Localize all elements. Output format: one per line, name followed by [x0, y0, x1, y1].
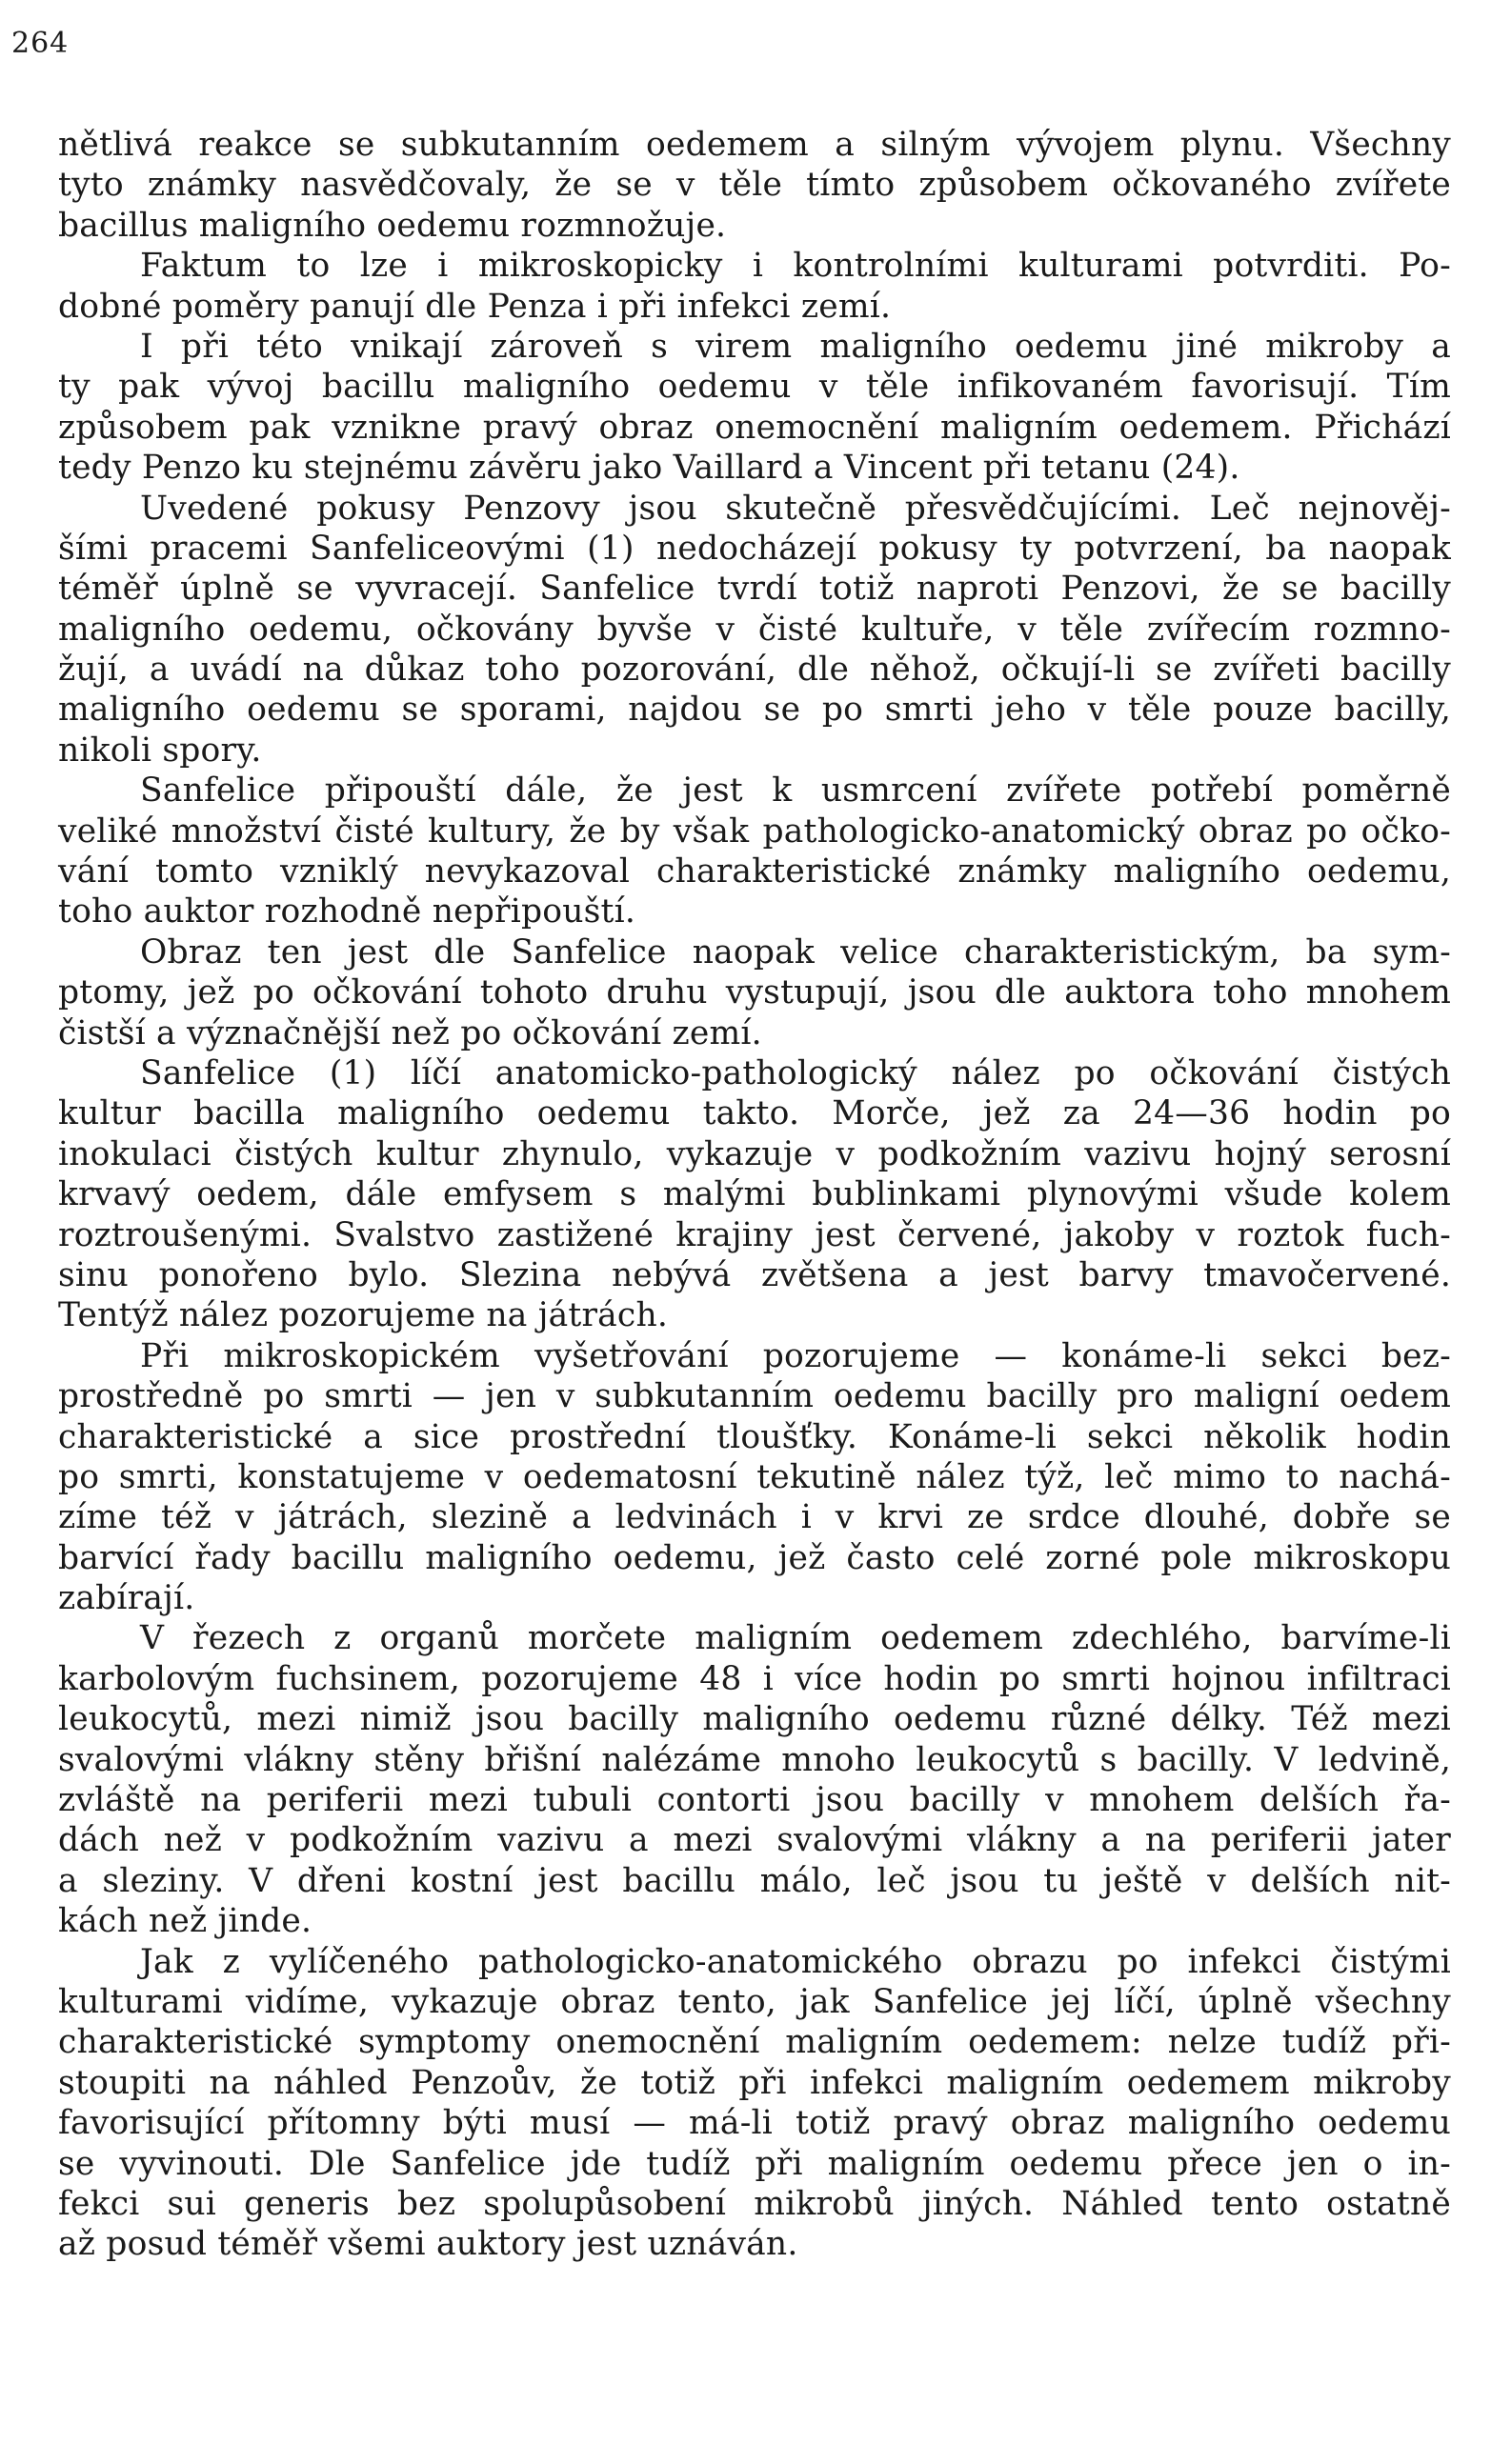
text-line: Obraz ten jest dle Sanfelice naopak velice charakteristickým, ba sym- — [140, 932, 1451, 972]
text-line: po smrti, konstatujeme v oedematosní tekutině nález týž, leč mimo to nachá- — [58, 1457, 1451, 1496]
text-line: charakteristické a sice prostřední tloušťky. Konáme-li sekci několik hodin — [58, 1417, 1451, 1456]
text-line: způsobem pak vznikne pravý obraz onemocnění maligním oedemem. Přichází — [58, 408, 1451, 447]
text-line: bacillus maligního oedemu rozmnožuje. — [58, 206, 727, 245]
text-line: toho auktor rozhodně nepřipouští. — [58, 892, 635, 932]
text-line: karbolovým fuchsinem, pozorujeme 48 i více hodin po smrti hojnou infiltraci — [58, 1659, 1451, 1698]
text-line: maligního oedemu, očkovány byvše v čisté kultuře, v těle zvířecím rozmno- — [58, 610, 1451, 649]
text-line: se vyvinouti. Dle Sanfelice jde tudíž při maligním oedemu přece jen o in- — [58, 2144, 1451, 2183]
text-line: ptomy, jež po očkování tohoto druhu vystupují, jsou dle auktora toho mnohem — [58, 973, 1451, 1012]
text-line: leukocytů, mezi nimiž jsou bacilly maligního oedemu různé délky. Též mezi — [58, 1700, 1451, 1739]
text-line: zvláště na periferii mezi tubuli contorti jsou bacilly v mnohem delších řa- — [58, 1781, 1451, 1820]
text-line: veliké množství čisté kultury, že by však pathologicko-anatomický obraz po očko- — [58, 811, 1451, 851]
text-line: I při této vnikají zároveň s virem maligního oedemu jiné mikroby a — [140, 327, 1451, 366]
text-line: kultur bacilla maligního oedemu takto. Morče, jež za 24—36 hodin po — [58, 1094, 1451, 1133]
text-line: Jak z vylíčeného pathologicko-anatomického obrazu po infekci čistými — [140, 1942, 1451, 1981]
text-line: čistší a význačnější než po očkování zemí. — [58, 1013, 762, 1052]
text-line: dách než v podkožním vazivu a mezi svalovými vlákny a na periferii jater — [58, 1821, 1451, 1860]
text-line: sinu ponořeno bylo. Slezina nebývá zvětšena a jest barvy tmavočervené. — [58, 1255, 1451, 1294]
text-line: V řezech z organů morčete maligním oedemem zdechlého, barvíme-li — [140, 1619, 1451, 1658]
page-number: 264 — [11, 27, 70, 60]
text-line: šími pracemi Sanfeliceovými (1) nedocházejí pokusy ty potvrzení, ba naopak — [58, 529, 1451, 568]
text-line: prostředně po smrti — jen v subkutanním oedemu bacilly pro maligní oedem — [58, 1377, 1451, 1416]
text-line: tyto známky nasvědčovaly, že se v těle tímto způsobem očkovaného zvířete — [58, 166, 1451, 205]
text-line: Tentýž nález pozorujeme na játrách. — [58, 1296, 669, 1335]
text-line: Při mikroskopickém vyšetřování pozorujeme — konáme-li sekci bez- — [140, 1336, 1451, 1375]
text-line: nikoli spory. — [58, 731, 262, 770]
text-line: maligního oedemu se sporami, najdou se po smrti jeho v těle pouze bacilly, — [58, 691, 1451, 730]
text-line: fekci sui generis bez spolupůsobení mikrobů jiných. Náhled tento ostatně — [58, 2184, 1451, 2223]
text-line: inokulaci čistých kultur zhynulo, vykazuje v podkožním vazivu hojný serosní — [58, 1134, 1451, 1173]
text-line: nětlivá reakce se subkutanním oedemem a silným vývojem plynu. Všechny — [58, 126, 1451, 164]
text-line: roztroušenými. Svalstvo zastižené krajiny jest červené, jakoby v roztok fuch- — [58, 1215, 1451, 1254]
text-line: Faktum to lze i mikroskopicky i kontrolními kulturami potvrditi. Po- — [140, 247, 1451, 286]
text-line: Uvedené pokusy Penzovy jsou skutečně přesvědčujícími. Leč nejnověj- — [140, 489, 1451, 528]
text-line: kulturami vidíme, vykazuje obraz tento, jak Sanfelice jej líčí, úplně všechny — [58, 1982, 1451, 2021]
text-line: dobné poměry panují dle Penza i při infekci zemí. — [58, 287, 892, 326]
text-line: Sanfelice (1) líčí anatomicko-pathologický nález po očkování čistých — [140, 1053, 1451, 1092]
text-line: ty pak vývoj bacillu maligního oedemu v těle infikovaném favorisují. Tím — [58, 368, 1451, 407]
text-line: charakteristické symptomy onemocnění maligním oedemem: nelze tudíž při- — [58, 2023, 1451, 2062]
text-line: žují, a uvádí na důkaz toho pozorování, dle něhož, očkují-li se zvířeti bacilly — [58, 651, 1451, 690]
text-line: stoupiti na náhled Penzoův, že totiž při infekci maligním oedemem mikroby — [58, 2063, 1451, 2102]
text-line: krvavý oedem, dále emfysem s malými bublinkami plynovými všude kolem — [58, 1175, 1451, 1214]
text-line: až posud téměř všemi auktory jest uznáván. — [58, 2225, 798, 2264]
body-text — [58, 125, 1451, 2265]
text-line: téměř úplně se vyvracejí. Sanfelice tvrdí totiž naproti Penzovi, že se bacilly — [58, 570, 1451, 609]
text-line: vání tomto vzniklý nevykazoval charakteristické známky maligního oedemu, — [58, 852, 1451, 891]
text-line: tedy Penzo ku stejnému závěru jako Vaillard a Vincent při tetanu (24). — [58, 449, 1240, 488]
text-line: barvící řady bacillu maligního oedemu, jež často celé zorné pole mikroskopu — [58, 1538, 1451, 1577]
text-line: favorisující přítomny býti musí — má-li totiž pravý obraz maligního oedemu — [58, 2104, 1451, 2143]
text-line: zabírají. — [58, 1579, 195, 1618]
text-line: svalovými vlákny stěny břišní nalézáme mnoho leukocytů s bacilly. V ledvině, — [58, 1740, 1451, 1779]
text-line: zíme též v játrách, slezině a ledvinách i v krvi ze srdce dlouhé, dobře se — [58, 1498, 1451, 1537]
text-line: Sanfelice připouští dále, že jest k usmrcení zvířete potřebí poměrně — [140, 771, 1451, 811]
text-line: kách než jinde. — [58, 1902, 312, 1941]
text-line: a sleziny. V dřeni kostní jest bacillu málo, leč jsou tu ještě v delších nit- — [58, 1861, 1451, 1900]
